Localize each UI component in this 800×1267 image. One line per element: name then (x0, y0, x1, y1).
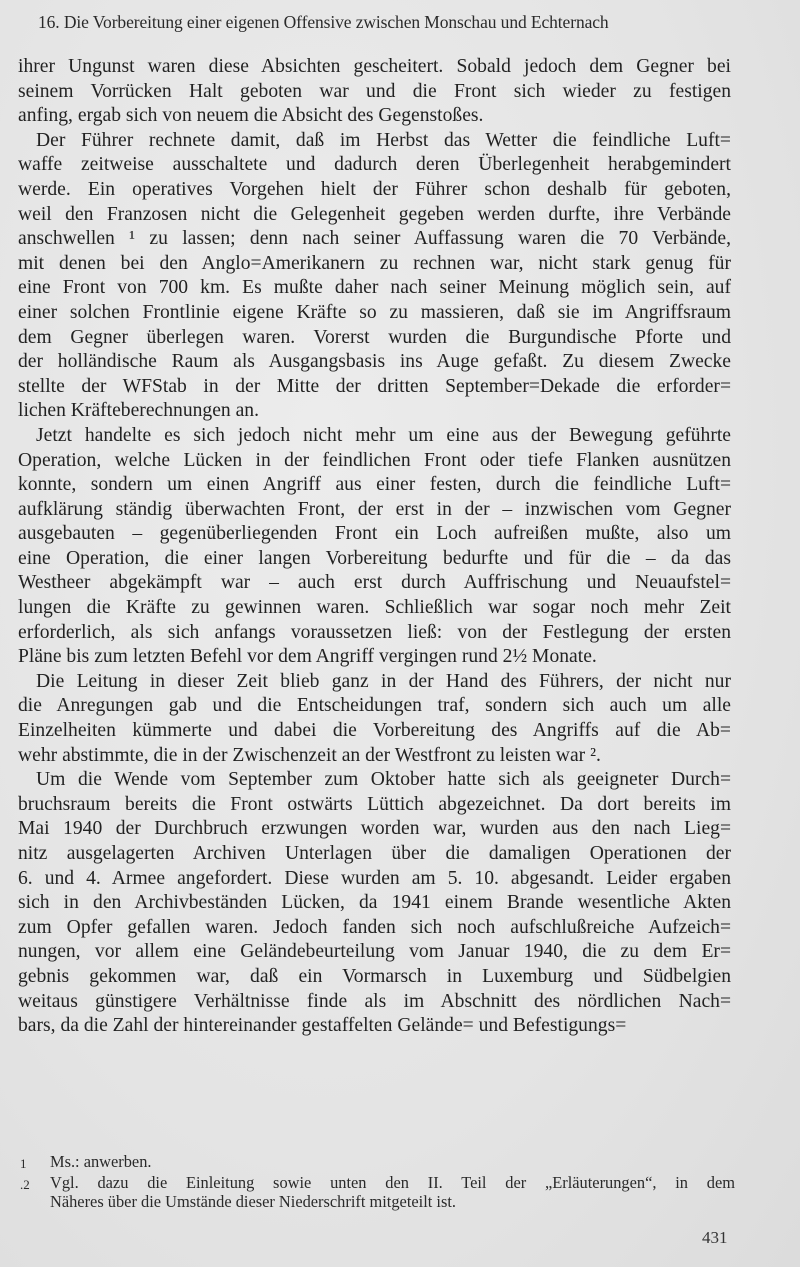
paragraph (18, 670, 731, 768)
footnotes (20, 1152, 735, 1211)
text-line: seinem Vorrücken Halt geboten war und die Front sich wieder zu festigen (18, 80, 731, 102)
text-line: Der Führer rechnete damit, daß im Herbst das Wetter die feindliche Luft= (36, 129, 731, 151)
text-line: gebnis gekommen war, daß ein Vormarsch in Luxemburg und Südbelgien (18, 965, 731, 987)
text-line: eine Operation, die einer langen Vorbereitung bedurfte und für die – da das (18, 547, 731, 569)
footnote-text (50, 1173, 735, 1211)
text-line: ausgebauten – gegenüberliegenden Front ein Loch aufreißen mußte, also um (18, 523, 731, 545)
text-line: bars, da die Zahl der hintereinander gestaffelten Gelände= und Befestigungs= (18, 1015, 627, 1037)
footnote-number: .2 (20, 1177, 30, 1192)
footnote-line: Vgl. dazu die Einleitung sowie unten den II. Teil der „Erläuterungen“, in dem (50, 1173, 735, 1192)
text-line: Um die Wende vom September zum Oktober hatte sich als geeigneter Durch= (36, 769, 731, 791)
footnote-text (50, 1152, 735, 1173)
text-line: aufklärung ständig überwachten Front, der erst in der – inzwischen vom Gegner (18, 498, 731, 520)
text-line: anschwellen ¹ zu lassen; denn nach seiner Auffassung waren die 70 Verbände, (18, 228, 731, 250)
text-line: nitz ausgelagerten Archiven Unterlagen über die damaligen Operationen der (18, 843, 731, 864)
text-line: lichen Kräfteberechnungen an. (18, 400, 259, 422)
text-line: der holländische Raum als Ausgangsbasis ins Auge gefaßt. Zu diesem Zwecke (18, 351, 731, 373)
text-line: Jetzt handelte es sich jedoch nicht mehr um eine aus der Bewegung geführte (36, 424, 731, 446)
text-line: Westheer abgekämpft war – auch erst durch Auffrischung und Neuaufstel= (18, 572, 731, 594)
text-line: erforderlich, als sich anfangs voraussetzen ließ: von der Festlegung der ersten (18, 621, 731, 643)
footnote-number: 1 (20, 1156, 27, 1171)
body-text (18, 55, 731, 1039)
text-line: anfing, ergab sich von neuem die Absicht des Gegenstoßes. (18, 105, 484, 127)
text-line: dem Gegner überlegen waren. Vorerst wurden die Burgundische Pforte und (18, 326, 731, 348)
text-line: bruchsraum bereits die Front ostwärts Lüttich abgezeichnet. Da dort bereits im (18, 793, 731, 815)
paragraph (18, 424, 731, 670)
text-line: Pläne bis zum letzten Befehl vor dem Angriff vergingen rund 2½ Monate. (18, 646, 597, 668)
text-line: weil den Franzosen nicht die Gelegenheit gegeben werden durfte, ihre Verbände (18, 203, 731, 225)
text-line: wehr abstimmte, die in der Zwischenzeit an der Westfront zu leisten war ². (18, 744, 601, 766)
text-line: lungen die Kräfte zu gewinnen waren. Schließlich war sogar noch mehr Zeit (18, 597, 731, 619)
text-line: 6. und 4. Armee angefordert. Diese wurden am 5. 10. abgesandt. Leider ergaben (18, 867, 731, 889)
text-line: werde. Ein operatives Vorgehen hielt der Führer schon deshalb für geboten, (18, 178, 731, 200)
text-line: waffe zeitweise ausschaltete und dadurch deren Überlegenheit herabgemindert (18, 154, 731, 176)
text-line: nungen, vor allem eine Geländebeurteilung vom Januar 1940, die zu dem Er= (18, 941, 731, 963)
text-line: mit denen bei den Anglo=Amerikanern zu rechnen war, nicht stark genug für (18, 252, 731, 274)
paragraph (18, 129, 731, 424)
footnote (20, 1152, 735, 1173)
page-number: 431 (702, 1228, 728, 1247)
text-line: die Anregungen gab und die Entscheidungen traf, sondern sich auch um alle (18, 695, 731, 717)
paragraph (18, 55, 731, 129)
running-head: 16. Die Vorbereitung einer eigenen Offensive zwischen Monschau und Echternach (38, 12, 609, 32)
text-line: Mai 1940 der Durchbruch erzwungen worden war, wurden aus den nach Lieg= (18, 818, 731, 840)
text-line: Einzelheiten kümmerte und dabei die Vorbereitung des Angriffs auf die Ab= (18, 720, 731, 742)
footnote-line: Näheres über die Umstände dieser Niederschrift mitgeteilt ist. (50, 1192, 456, 1211)
text-line: Operation, welche Lücken in der feindlichen Front oder tiefe Flanken ausnützen (18, 449, 731, 471)
footnote-line: Ms.: anwerben. (50, 1152, 152, 1171)
paragraph (18, 768, 731, 1039)
text-line: eine Front von 700 km. Es mußte daher nach seiner Meinung möglich sein, auf (18, 277, 731, 299)
text-line: ihrer Ungunst waren diese Absichten gescheitert. Sobald jedoch dem Gegner bei (18, 56, 731, 77)
text-line: weitaus günstigere Verhältnisse finde als im Abschnitt des nördlichen Nach= (18, 990, 731, 1012)
text-line: stellte der WFStab in der Mitte der dritten September=Dekade die erforder= (18, 375, 731, 397)
text-line: konnte, sondern um einen Angriff aus einer festen, durch die feindliche Luft= (18, 474, 731, 496)
text-line: sich in den Archivbeständen Lücken, da 1941 einem Brande wesentliche Akten (18, 892, 731, 914)
text-line: einer solchen Frontlinie eigene Kräfte so zu massieren, daß sie im Angriffsraum (18, 301, 731, 323)
text-line: Die Leitung in dieser Zeit blieb ganz in der Hand des Führers, der nicht nur (36, 670, 731, 692)
text-line: zum Opfer gefallen waren. Jedoch fanden sich noch aufschlußreiche Aufzeich= (18, 916, 731, 938)
footnote (20, 1173, 735, 1211)
